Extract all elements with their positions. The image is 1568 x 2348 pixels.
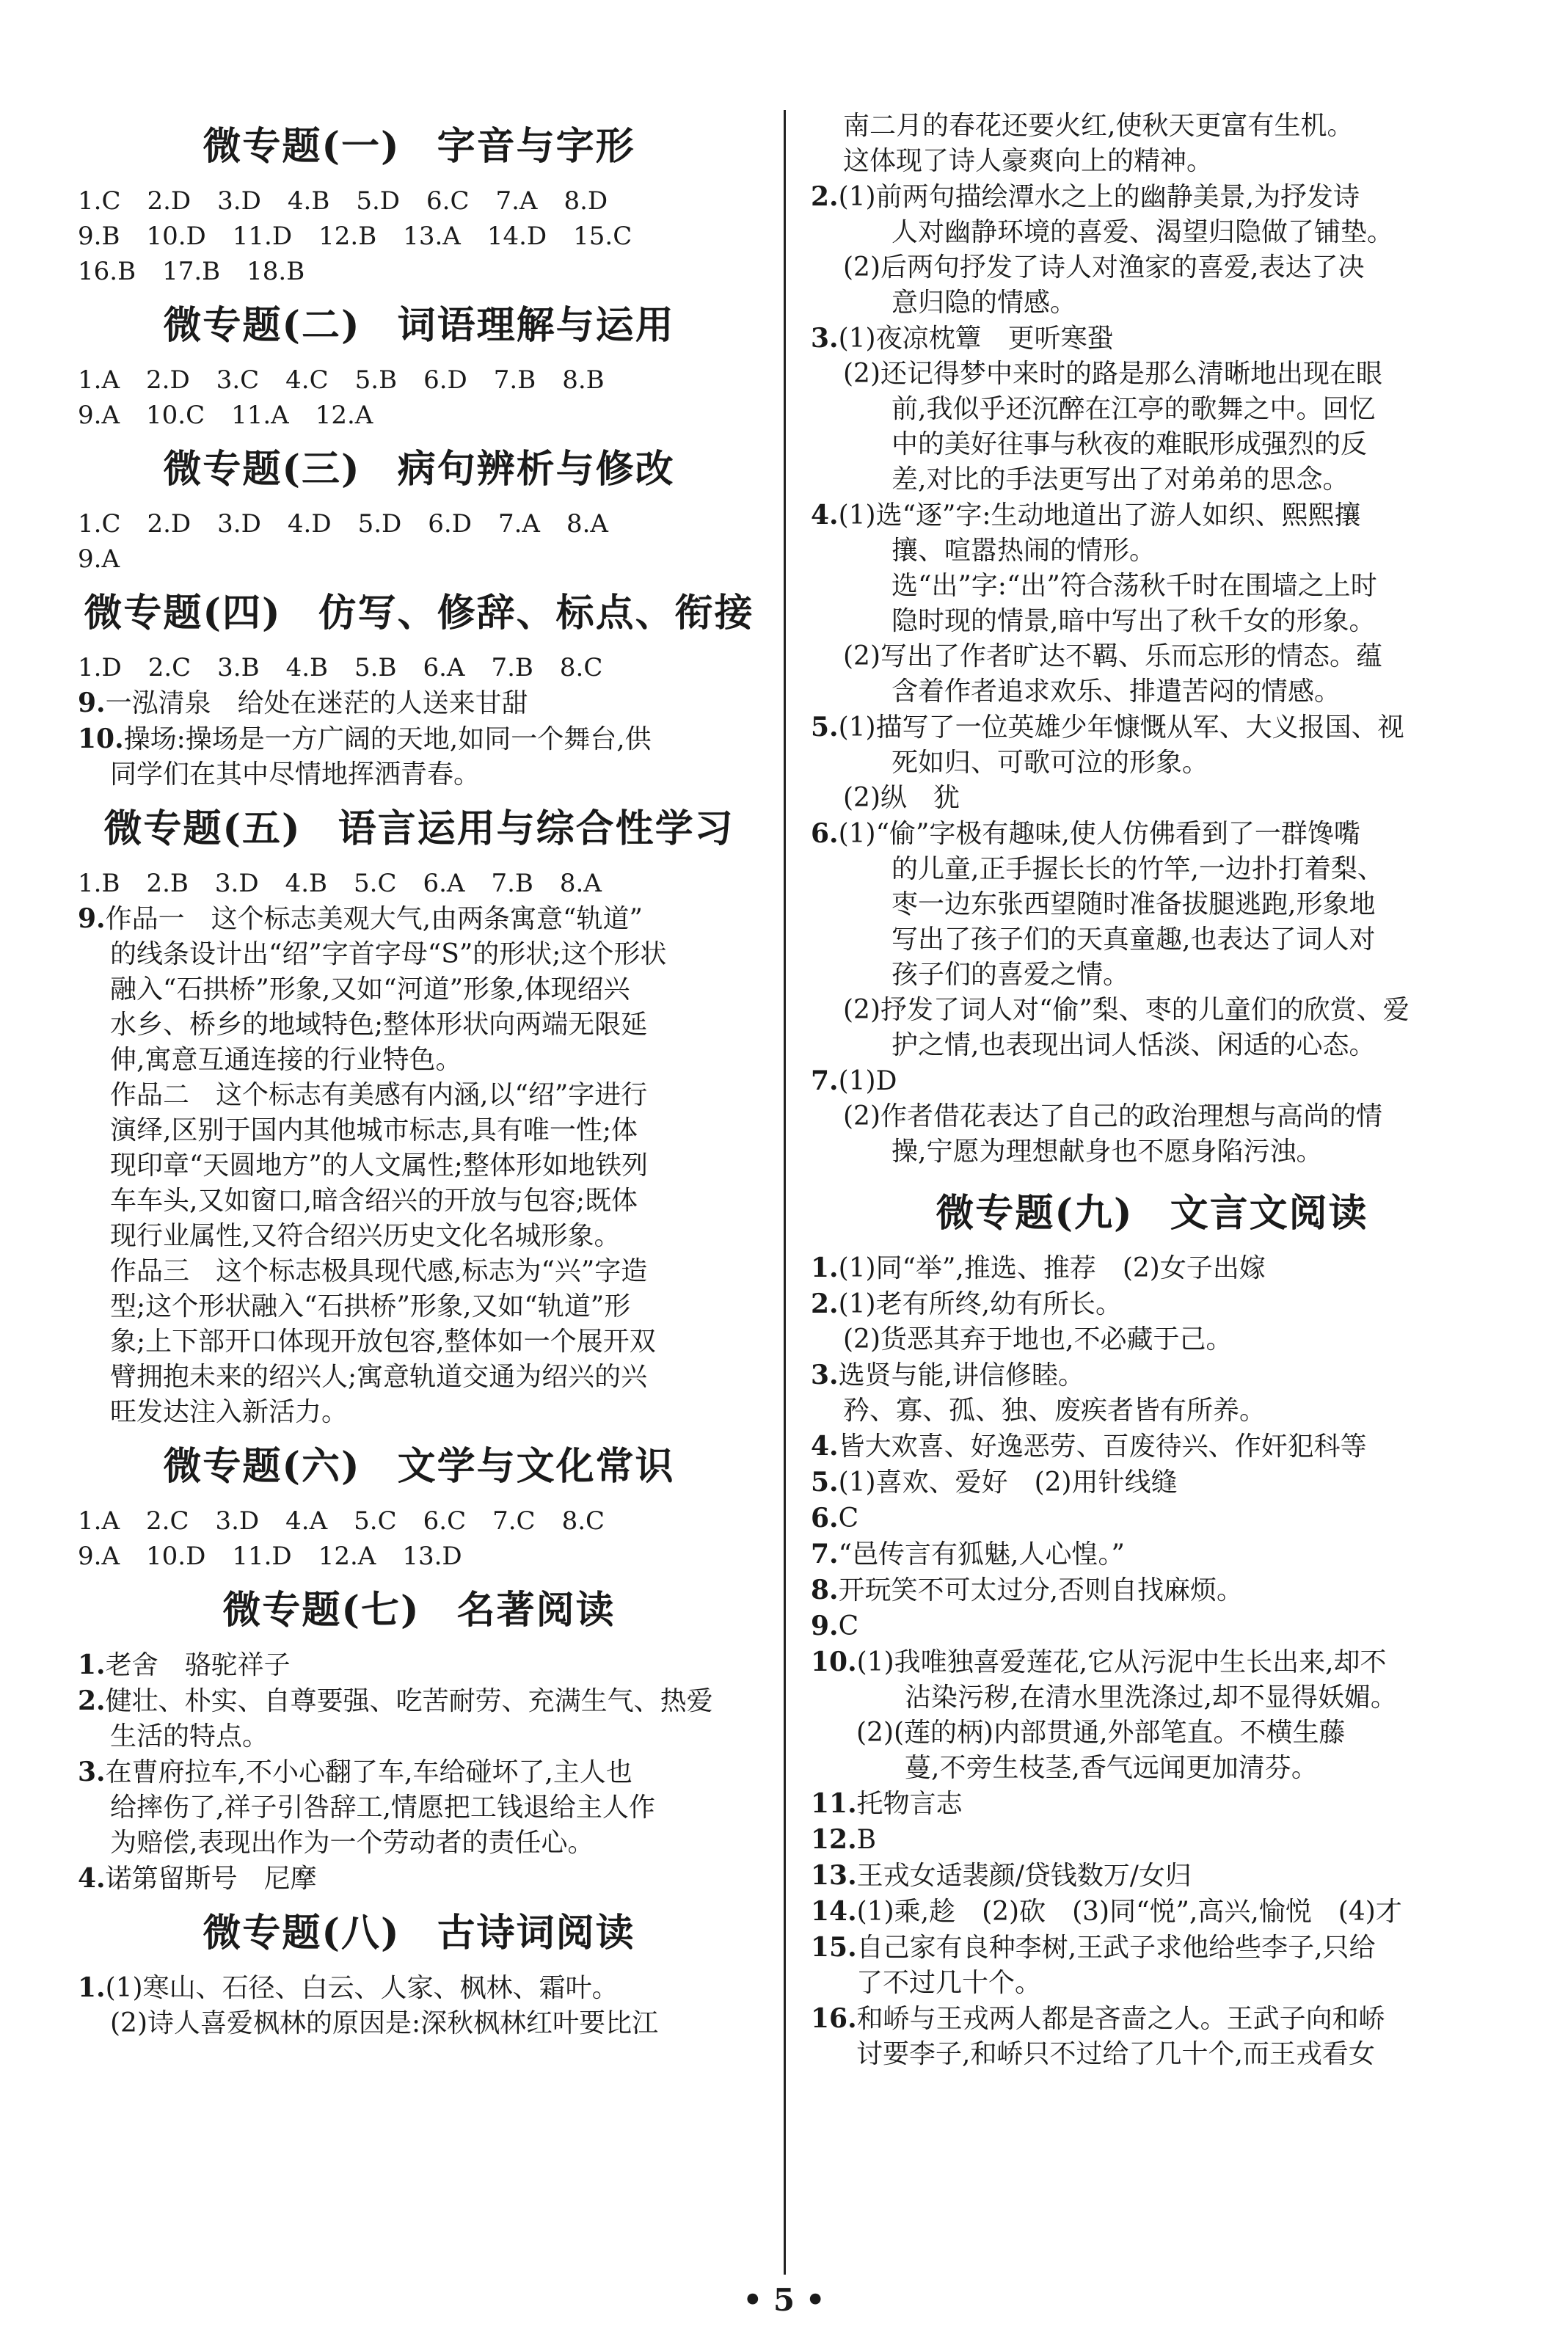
answer-continuation: 象;上下部开口体现开放包容,整体如一个展开双 [110,1327,656,1357]
answer-continuation: 伸,寓意互通连接的行业特色。 [110,1045,462,1075]
answer-continuation: 孩子们的喜爱之情。 [891,960,1130,990]
answer-row: 9.A 10.C 11.A 12.A [78,401,373,430]
question-item: 13.王戎女适裴颜/贷钱数万/女归 [811,1860,1192,1891]
answer-continuation: 臂拥抱未来的绍兴人;寓意轨道交通为绍兴的兴 [110,1362,648,1392]
question-item: 4.诺第留斯号 尼摩 [78,1863,317,1894]
answer-line: (2)还记得梦中来时的路是那么清晰地出现在眼 [843,359,1382,389]
question-item: 9.C [811,1611,859,1641]
question-item: 7.(1)D [811,1065,897,1096]
answer-row: 9.A [78,544,120,574]
answer-continuation: 隐时现的情景,暗中写出了秋千女的形象。 [891,606,1376,636]
right-column [811,109,1493,2072]
answer-continuation: 意归隐的情感。 [891,288,1077,318]
question-item: 12.B [811,1824,877,1855]
answer-row: 1.A 2.D 3.C 4.C 5.B 6.D 7.B 8.B [78,365,605,395]
answer-continuation: 枣一边东张西望随时准备拔腿逃跑,形象地 [891,889,1376,919]
answer-continuation: 攘、喧嚣热闹的情形。 [891,536,1156,566]
question-item: 3.(1)夜凉枕簟 更听寒蛩 [811,323,1114,354]
question-item: 5.(1)喜欢、爱好 (2)用针线缝 [811,1467,1178,1498]
section-title-7: 微专题(七) 名著阅读 [222,1588,616,1633]
answer-continuation: 操,宁愿为理想献身也不愿身陷污浊。 [891,1137,1323,1167]
question-item: 9.作品一 这个标志美观大气,由两条寓意“轨道” [78,903,643,934]
page-number: • 5 • [743,2282,825,2318]
answer-continuation: 生活的特点。 [110,1721,269,1751]
section-title-6: 微专题(六) 文学与文化常识 [163,1444,675,1489]
answer-continuation: 前,我似乎还沉醉在江亭的歌舞之中。回忆 [891,394,1376,424]
answer-continuation: 型;这个形状融入“石拱桥”形象,又如“轨道”形 [110,1291,631,1321]
answer-line: (2)后两句抒发了诗人对渔家的喜爱,表达了决 [843,252,1365,282]
answer-continuation: 车车头,又如窗口,暗含绍兴的开放与包容;既体 [110,1186,638,1216]
answer-row: 1.A 2.C 3.D 4.A 5.C 6.C 7.C 8.C [78,1506,605,1536]
section-title-4: 微专题(四) 仿写、修辞、标点、衔接 [84,591,754,635]
answer-continuation: 中的美好往事与秋夜的难眠形成强烈的反 [891,429,1368,459]
answer-line: (2)(莲的柄)内部贯通,外部笔直。不横生藤 [856,1718,1346,1748]
answer-continuation: 这体现了诗人豪爽向上的精神。 [843,146,1214,176]
left-column [78,110,760,2041]
answer-continuation: 选“出”字:“出”符合荡秋千时在围墙之上时 [891,571,1377,601]
answer-continuation: 水乡、桥乡的地域特色;整体形状向两端无限延 [110,1010,648,1040]
question-item: 6.(1)“偷”字极有趣味,使人仿佛看到了一群馋嘴 [811,818,1360,849]
answer-continuation: 为赔偿,表现出作为一个劳动者的责任心。 [110,1828,594,1858]
answer-continuation: 给摔伤了,祥子引咎辞工,情愿把工钱退给主人作 [110,1793,655,1823]
answer-continuation: 作品三 这个标志极具现代感,标志为“兴”字造 [110,1256,648,1286]
question-item: 8.开玩笑不可太过分,否则自找麻烦。 [811,1575,1244,1605]
question-item: 9.一泓清泉 给处在迷茫的人送来甘甜 [78,688,528,718]
answer-continuation: 作品二 这个标志有美感有内涵,以“绍”字进行 [110,1080,648,1110]
answer-row: 1.C 2.D 3.D 4.B 5.D 6.C 7.A 8.D [78,186,608,216]
section-title-8: 微专题(八) 古诗词阅读 [203,1911,635,1955]
question-item: 4.皆大欢喜、好逸恶劳、百废待兴、作奸犯科等 [811,1431,1367,1462]
answer-row: 9.B 10.D 11.D 12.B 13.A 14.D 15.C [78,222,632,251]
question-item: 1.(1)寒山、石径、白云、人家、枫林、霜叶。 [78,1972,619,2003]
question-item: 15.自己家有良种李树,王武子求他给些李子,只给 [811,1932,1376,1963]
answer-continuation: 演绎,区别于国内其他城市标志,具有唯一性;体 [110,1115,638,1145]
question-item: 10.操场:操场是一方广阔的天地,如同一个舞台,供 [78,723,652,754]
answer-line: (2)抒发了词人对“偷”梨、枣的儿童们的欣赏、爱 [843,995,1410,1025]
answer-continuation: 同学们在其中尽情地挥洒青春。 [110,759,481,790]
answer-continuation: 死如归、可歌可泣的形象。 [891,748,1209,778]
answer-row: 1.C 2.D 3.D 4.D 5.D 6.D 7.A 8.A [78,509,608,539]
question-item: 2.(1)前两句描绘潭水之上的幽静美景,为抒发诗 [811,181,1360,212]
answer-continuation: 的儿童,正手握长长的竹竿,一边扑打着梨、 [891,854,1384,884]
question-item: 1.老舍 骆驼祥子 [78,1649,291,1680]
section-title-3: 微专题(三) 病句辨析与修改 [163,447,675,492]
answer-continuation: 矜、寡、孤、独、废疾者皆有所养。 [843,1396,1266,1426]
question-item: 11.托物言志 [811,1788,963,1819]
question-item: 3.选贤与能,讲信修睦。 [811,1360,1085,1390]
section-title-9: 微专题(九) 文言文阅读 [936,1191,1368,1236]
question-item: 7.“邑传言有狐魅,人心惶。” [811,1539,1125,1569]
answer-continuation: 蔓,不旁生枝茎,香气远闻更加清芬。 [905,1753,1318,1783]
answer-continuation: 旺发达注入新活力。 [110,1397,349,1427]
section-title-5: 微专题(五) 语言运用与综合性学习 [103,806,734,851]
answer-line: (2)作者借花表达了自己的政治理想与高尚的情 [843,1101,1382,1131]
answer-line: (2)货恶其弃于地也,不必藏于己。 [843,1324,1233,1355]
answer-row: 1.B 2.B 3.D 4.B 5.C 6.A 7.B 8.A [78,869,602,898]
section-title-2: 微专题(二) 词语理解与运用 [163,303,675,348]
question-item: 14.(1)乘,趁 (2)砍 (3)同“悦”,高兴,愉悦 (4)才 [811,1896,1402,1927]
answer-continuation: 差,对比的手法更写出了对弟弟的思念。 [891,464,1349,495]
answer-row: 9.A 10.D 11.D 12.A 13.D [78,1542,462,1571]
answer-row: 1.D 2.C 3.B 4.B 5.B 6.A 7.B 8.C [78,653,603,682]
question-item: 2.(1)老有所终,幼有所长。 [811,1288,1123,1319]
answer-continuation: 人对幽静环境的喜爱、渴望归隐做了铺垫。 [891,217,1394,247]
question-item: 10.(1)我唯独喜爱莲花,它从污泥中生长出来,却不 [811,1647,1387,1677]
answer-line: (2)纵 犹 [843,783,960,813]
answer-continuation: 的线条设计出“绍”字首字母“S”的形状;这个形状 [110,939,667,969]
question-item: 5.(1)描写了一位英雄少年慷慨从军、大义报国、视 [811,712,1404,743]
column-divider [784,110,786,2275]
answer-row: 16.B 17.B 18.B [78,257,305,286]
answer-continuation: 了不过几十个。 [856,1968,1042,1998]
question-item: 6.C [811,1503,859,1534]
answer-continuation: 现行业属性,又符合绍兴历史文化名城形象。 [110,1221,621,1251]
answer-continuation: 写出了孩子们的天真童趣,也表达了词人对 [891,925,1376,955]
answer-continuation: 南二月的春花还要火红,使秋天更富有生机。 [843,111,1354,141]
answer-continuation: 护之情,也表现出词人恬淡、闲适的心态。 [891,1030,1376,1060]
answer-continuation: 融入“石拱桥”形象,又如“河道”形象,体现绍兴 [110,974,630,1005]
section-title-1: 微专题(一) 字音与字形 [203,124,635,169]
question-item: 2.健壮、朴实、自尊要强、吃苦耐劳、充满生气、热爱 [78,1685,713,1716]
answer-line: (2)写出了作者旷达不羁、乐而忘形的情态。蕴 [843,641,1382,671]
answer-continuation: 含着作者追求欢乐、排遣苦闷的情感。 [891,677,1341,707]
question-item: 3.在曹府拉车,不小心翻了车,车给碰坏了,主人也 [78,1757,632,1787]
answer-continuation: 现印章“天圆地方”的人文属性;整体形如地铁列 [110,1151,648,1181]
question-item: 1.(1)同“举”,推选、推荐 (2)女子出嫁 [811,1253,1266,1283]
answer-continuation: 讨要李子,和峤只不过给了几十个,而王戎看女 [856,2039,1375,2069]
answer-continuation: 沾染污秽,在清水里洗涤过,却不显得妖媚。 [905,1682,1397,1713]
answer-continuation: (2)诗人喜爱枫林的原因是:深秋枫林红叶要比江 [110,2008,659,2038]
question-item: 16.和峤与王戎两人都是吝啬之人。王武子向和峤 [811,2003,1385,2034]
question-item: 4.(1)选“逐”字:生动地道出了游人如织、熙熙攘 [811,500,1361,531]
